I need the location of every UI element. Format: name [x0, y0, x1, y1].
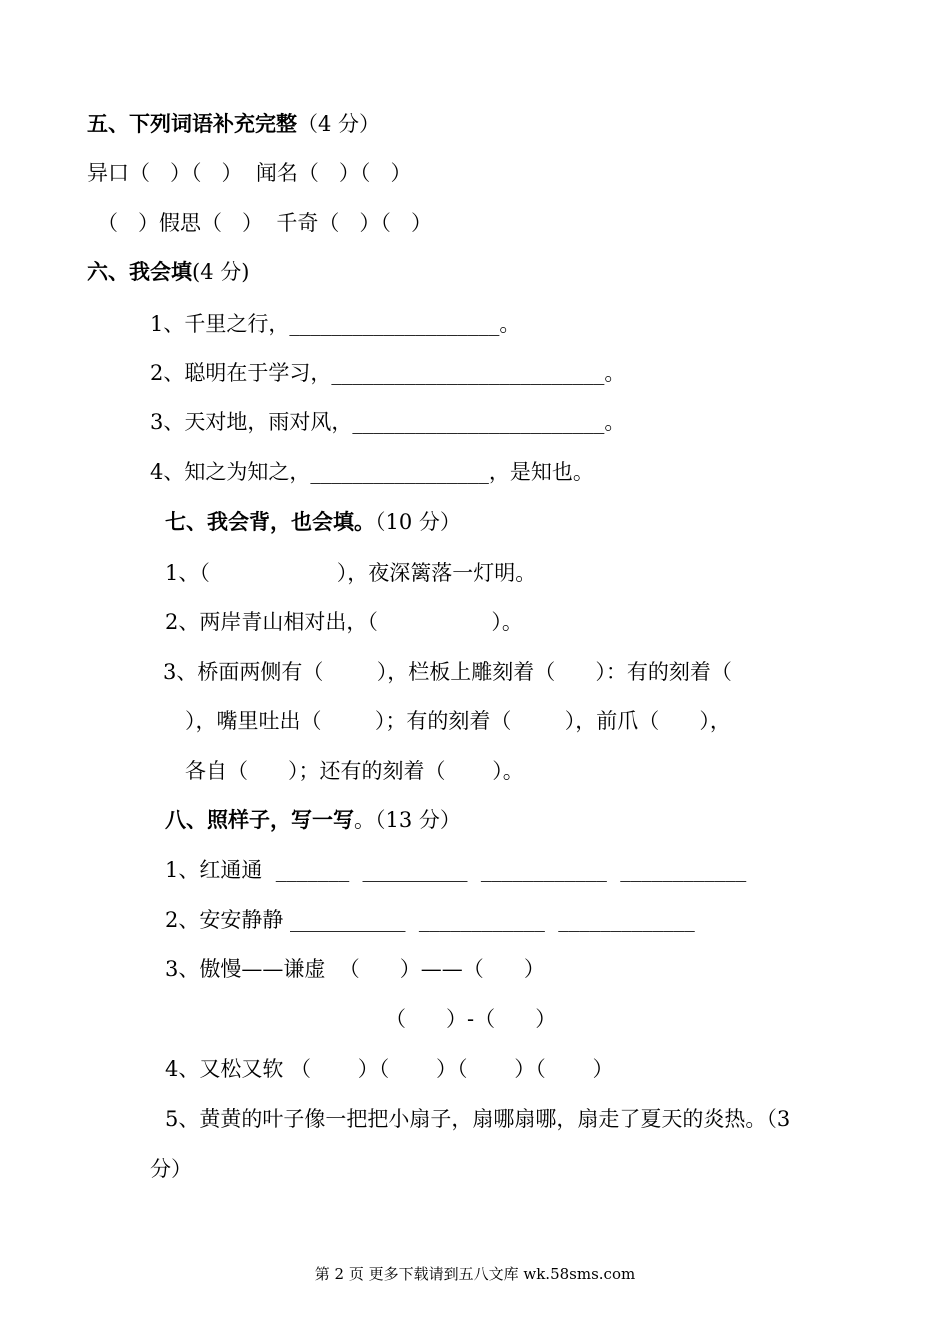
section7-heading: 七、我会背，也会填。	[165, 509, 375, 534]
section8-item-5-cont: 分）	[150, 1157, 192, 1181]
section6-heading: 六、我会填	[87, 259, 192, 284]
section6-item-1: 1、千里之行，____________________。	[150, 312, 521, 336]
section7-item-3-cont: ），嘴里吐出（ ）；有的刻着（ ），前爪（ ），	[185, 709, 731, 733]
section8-item-3: 3、傲慢——谦虚 （ ）——（ ）	[165, 957, 545, 981]
section7-score: （10 分）	[375, 510, 461, 534]
section8-score: 。（13 分）	[354, 808, 461, 832]
section6-item-2: 2、聪明在于学习，__________________________。	[150, 361, 626, 385]
section8-item-5: 5、黄黄的叶子像一把把小扇子，扇哪扇哪，扇走了夏天的炎热。（3	[165, 1107, 791, 1131]
section5-score: （4 分）	[297, 112, 381, 136]
section5-heading: 五、下列词语补充完整	[87, 111, 297, 136]
section6-item-4: 4、知之为知之，_________________，是知也。	[150, 460, 594, 484]
section7-item-3: 3、桥面两侧有（ ），栏板上雕刻着（ ）：有的刻着（	[163, 660, 732, 684]
section8-item-2: 2、安安静静 ___________ ____________ _____________	[165, 908, 695, 932]
page-footer: 第 2 页 更多下载请到五八文库 wk.58sms.com	[314, 1265, 636, 1283]
section5-line-2: （ ）假思（ ） 千奇（ ）（ ）	[97, 211, 432, 235]
section6-title	[87, 259, 249, 285]
section7-item-1: 1、（ ），夜深篱落一灯明。	[165, 561, 537, 585]
section8-item-4: 4、又松又软 （ ）（ ）（ ）（ ）	[165, 1057, 614, 1081]
section5-line-1: 异口（ ）（ ） 闻名（ ）（ ）	[87, 161, 412, 185]
section8-title	[165, 807, 461, 833]
section7-item-3-end: 各自（ ）；还有的刻着（ ）。	[185, 759, 524, 783]
section8-item-1: 1、红通通 _______ __________ ____________ ____________	[165, 858, 747, 882]
section6-score: (4 分)	[192, 260, 250, 284]
section8-item-3-cont: （ ）-（ ）	[385, 1007, 557, 1031]
section6-item-3: 3、天对地，雨对风，________________________。	[150, 410, 626, 434]
section5-title	[87, 111, 380, 137]
section7-title	[165, 509, 461, 535]
section8-heading: 八、照样子，写一写	[165, 807, 354, 832]
section7-item-2: 2、两岸青山相对出，（ ）。	[165, 610, 523, 634]
